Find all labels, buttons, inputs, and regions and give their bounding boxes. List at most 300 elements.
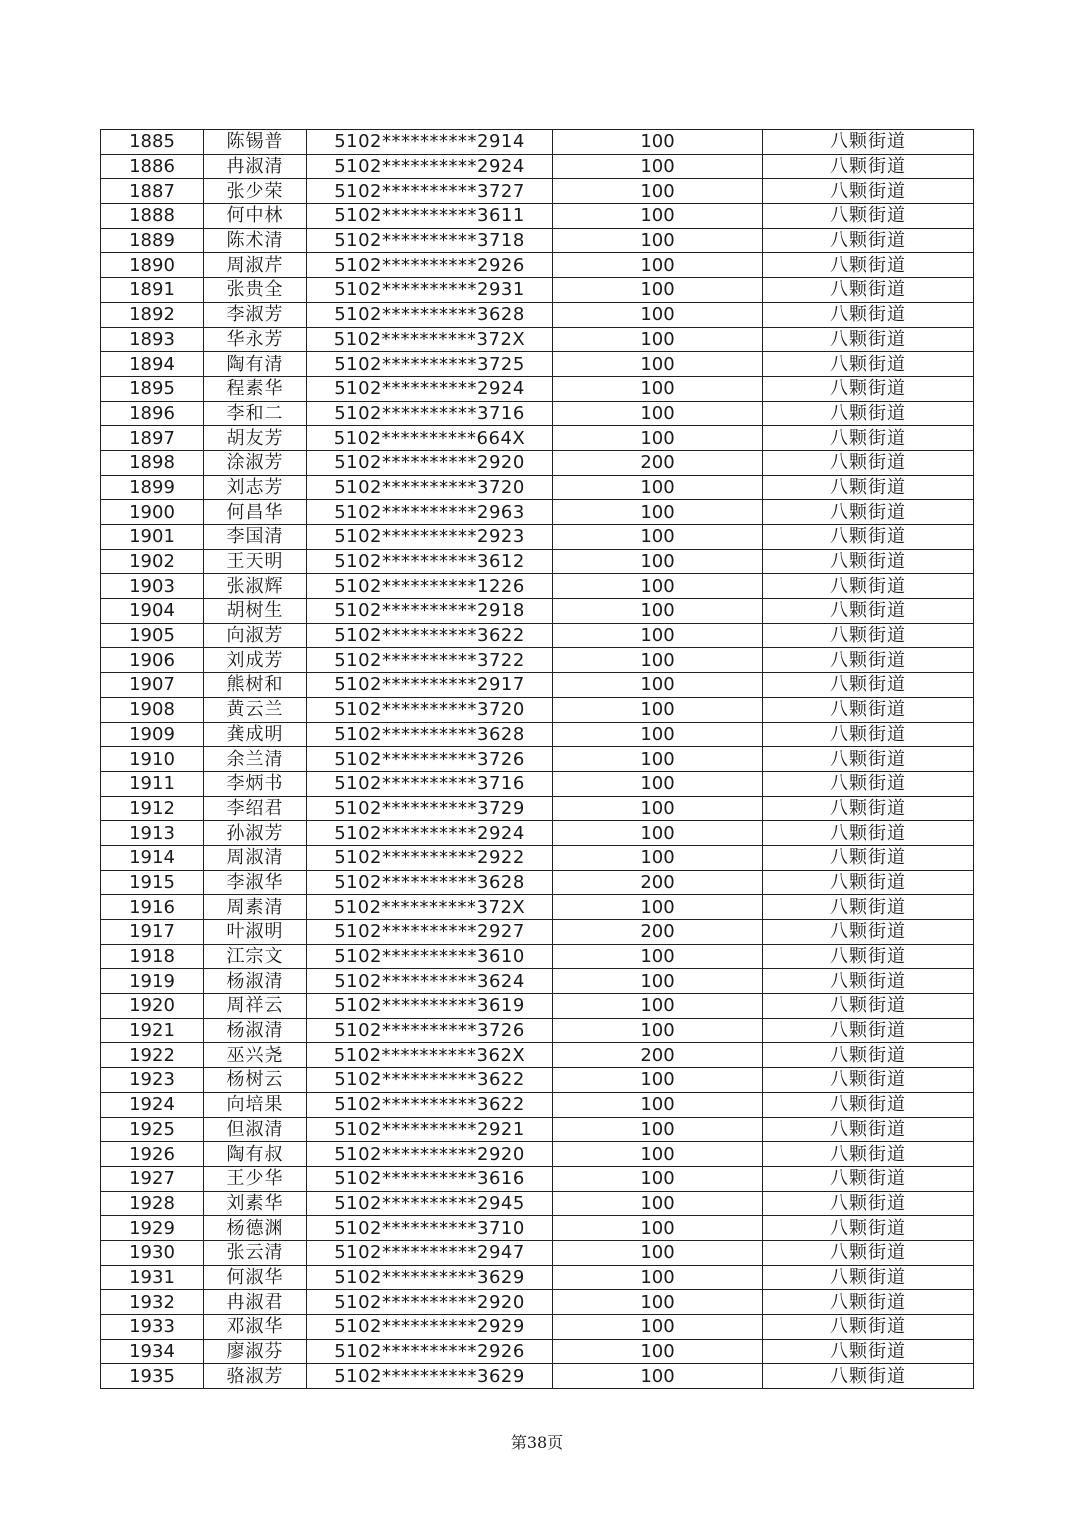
amount-cell: 100 (553, 228, 763, 253)
table-row (101, 525, 974, 550)
street-cell: 八颗街道 (763, 327, 974, 352)
table-row (101, 994, 974, 1019)
name-cell: 巫兴尧 (204, 1043, 307, 1068)
street-cell: 八颗街道 (763, 500, 974, 525)
amount-cell: 100 (553, 944, 763, 969)
amount-cell: 100 (553, 278, 763, 303)
table-row (101, 944, 974, 969)
street-cell: 八颗街道 (763, 920, 974, 945)
amount-cell: 100 (553, 1142, 763, 1167)
street-cell: 八颗街道 (763, 697, 974, 722)
street-cell: 八颗街道 (763, 1068, 974, 1093)
amount-cell: 100 (553, 1018, 763, 1043)
amount-cell: 100 (553, 599, 763, 624)
name-cell: 廖淑芬 (204, 1339, 307, 1364)
table-row (101, 722, 974, 747)
amount-cell: 200 (553, 1043, 763, 1068)
row-number-cell: 1910 (101, 747, 204, 772)
name-cell: 杨德渊 (204, 1216, 307, 1241)
amount-cell: 100 (553, 1240, 763, 1265)
street-cell: 八颗街道 (763, 648, 974, 673)
street-cell: 八颗街道 (763, 1240, 974, 1265)
name-cell: 冉淑清 (204, 154, 307, 179)
name-cell: 何淑华 (204, 1265, 307, 1290)
street-cell: 八颗街道 (763, 450, 974, 475)
amount-cell: 100 (553, 1216, 763, 1241)
name-cell: 骆淑芳 (204, 1364, 307, 1389)
id-number-cell: 5102**********3616 (307, 1166, 553, 1191)
table-row (101, 1018, 974, 1043)
id-number-cell: 5102**********3720 (307, 475, 553, 500)
table-row (101, 796, 974, 821)
name-cell: 王天明 (204, 549, 307, 574)
amount-cell: 100 (553, 204, 763, 229)
id-number-cell: 5102**********2926 (307, 1339, 553, 1364)
street-cell: 八颗街道 (763, 154, 974, 179)
street-cell: 八颗街道 (763, 1216, 974, 1241)
amount-cell: 100 (553, 722, 763, 747)
name-cell: 华永芳 (204, 327, 307, 352)
name-cell: 黄云兰 (204, 697, 307, 722)
name-cell: 向培果 (204, 1092, 307, 1117)
row-number-cell: 1902 (101, 549, 204, 574)
amount-cell: 100 (553, 1265, 763, 1290)
row-number-cell: 1930 (101, 1240, 204, 1265)
id-number-cell: 5102**********2924 (307, 154, 553, 179)
id-number-cell: 5102**********3725 (307, 352, 553, 377)
id-number-cell: 5102**********3720 (307, 697, 553, 722)
table-row (101, 549, 974, 574)
row-number-cell: 1909 (101, 722, 204, 747)
street-cell: 八颗街道 (763, 747, 974, 772)
id-number-cell: 5102**********3628 (307, 722, 553, 747)
table-row (101, 1240, 974, 1265)
table-row (101, 450, 974, 475)
row-number-cell: 1907 (101, 673, 204, 698)
name-cell: 胡树生 (204, 599, 307, 624)
name-cell: 杨树云 (204, 1068, 307, 1093)
amount-cell: 100 (553, 1290, 763, 1315)
id-number-cell: 5102**********1226 (307, 574, 553, 599)
row-number-cell: 1914 (101, 845, 204, 870)
street-cell: 八颗街道 (763, 1339, 974, 1364)
street-cell: 八颗街道 (763, 944, 974, 969)
table-row (101, 278, 974, 303)
id-number-cell: 5102**********3726 (307, 747, 553, 772)
row-number-cell: 1933 (101, 1315, 204, 1340)
street-cell: 八颗街道 (763, 821, 974, 846)
name-cell: 孙淑芳 (204, 821, 307, 846)
amount-cell: 100 (553, 994, 763, 1019)
id-number-cell: 5102**********3612 (307, 549, 553, 574)
id-number-cell: 5102**********3611 (307, 204, 553, 229)
street-cell: 八颗街道 (763, 574, 974, 599)
name-cell: 李淑华 (204, 870, 307, 895)
row-number-cell: 1892 (101, 302, 204, 327)
id-number-cell: 5102**********3718 (307, 228, 553, 253)
table-row (101, 845, 974, 870)
amount-cell: 100 (553, 179, 763, 204)
street-cell: 八颗街道 (763, 1043, 974, 1068)
street-cell: 八颗街道 (763, 1092, 974, 1117)
id-number-cell: 5102**********2929 (307, 1315, 553, 1340)
table-row (101, 1092, 974, 1117)
row-number-cell: 1918 (101, 944, 204, 969)
id-number-cell: 5102**********3622 (307, 1092, 553, 1117)
street-cell: 八颗街道 (763, 426, 974, 451)
table-row (101, 500, 974, 525)
street-cell: 八颗街道 (763, 179, 974, 204)
street-cell: 八颗街道 (763, 1364, 974, 1389)
row-number-cell: 1890 (101, 253, 204, 278)
table-row (101, 623, 974, 648)
row-number-cell: 1898 (101, 450, 204, 475)
table-row (101, 673, 974, 698)
name-cell: 杨淑清 (204, 969, 307, 994)
id-number-cell: 5102**********3722 (307, 648, 553, 673)
amount-cell: 100 (553, 352, 763, 377)
name-cell: 李国清 (204, 525, 307, 550)
name-cell: 刘素华 (204, 1191, 307, 1216)
name-cell: 周淑芹 (204, 253, 307, 278)
amount-cell: 100 (553, 426, 763, 451)
table-row (101, 1315, 974, 1340)
street-cell: 八颗街道 (763, 1166, 974, 1191)
name-cell: 陈锡普 (204, 130, 307, 155)
amount-cell: 100 (553, 771, 763, 796)
name-cell: 向淑芳 (204, 623, 307, 648)
street-cell: 八颗街道 (763, 1018, 974, 1043)
name-cell: 江宗文 (204, 944, 307, 969)
id-number-cell: 5102**********3610 (307, 944, 553, 969)
amount-cell: 100 (553, 845, 763, 870)
street-cell: 八颗街道 (763, 1315, 974, 1340)
street-cell: 八颗街道 (763, 722, 974, 747)
table-row (101, 870, 974, 895)
amount-cell: 100 (553, 302, 763, 327)
name-cell: 叶淑明 (204, 920, 307, 945)
street-cell: 八颗街道 (763, 253, 974, 278)
id-number-cell: 5102**********2947 (307, 1240, 553, 1265)
amount-cell: 100 (553, 549, 763, 574)
street-cell: 八颗街道 (763, 969, 974, 994)
id-number-cell: 5102**********2931 (307, 278, 553, 303)
page-number: 第38页 (510, 1433, 564, 1452)
row-number-cell: 1896 (101, 401, 204, 426)
street-cell: 八颗街道 (763, 895, 974, 920)
amount-cell: 200 (553, 920, 763, 945)
table-row (101, 179, 974, 204)
street-cell: 八颗街道 (763, 475, 974, 500)
name-cell: 胡友芳 (204, 426, 307, 451)
id-number-cell: 5102**********3726 (307, 1018, 553, 1043)
name-cell: 王少华 (204, 1166, 307, 1191)
name-cell: 刘志芳 (204, 475, 307, 500)
row-number-cell: 1931 (101, 1265, 204, 1290)
table-row (101, 1117, 974, 1142)
id-number-cell: 5102**********3629 (307, 1265, 553, 1290)
street-cell: 八颗街道 (763, 1191, 974, 1216)
id-number-cell: 5102**********2920 (307, 1142, 553, 1167)
table-row (101, 895, 974, 920)
amount-cell: 100 (553, 969, 763, 994)
table-row (101, 821, 974, 846)
row-number-cell: 1921 (101, 1018, 204, 1043)
row-number-cell: 1923 (101, 1068, 204, 1093)
amount-cell: 100 (553, 376, 763, 401)
row-number-cell: 1922 (101, 1043, 204, 1068)
id-number-cell: 5102**********2914 (307, 130, 553, 155)
table-row (101, 747, 974, 772)
table-row (101, 401, 974, 426)
table-row (101, 648, 974, 673)
id-number-cell: 5102**********2945 (307, 1191, 553, 1216)
row-number-cell: 1908 (101, 697, 204, 722)
table-row (101, 376, 974, 401)
row-number-cell: 1903 (101, 574, 204, 599)
name-cell: 李炳书 (204, 771, 307, 796)
id-number-cell: 5102**********3619 (307, 994, 553, 1019)
row-number-cell: 1893 (101, 327, 204, 352)
street-cell: 八颗街道 (763, 204, 974, 229)
amount-cell: 100 (553, 154, 763, 179)
amount-cell: 100 (553, 673, 763, 698)
row-number-cell: 1915 (101, 870, 204, 895)
id-number-cell: 5102**********2924 (307, 376, 553, 401)
name-cell: 张云清 (204, 1240, 307, 1265)
amount-cell: 100 (553, 1166, 763, 1191)
row-number-cell: 1906 (101, 648, 204, 673)
street-cell: 八颗街道 (763, 1142, 974, 1167)
row-number-cell: 1929 (101, 1216, 204, 1241)
table-row (101, 1166, 974, 1191)
street-cell: 八颗街道 (763, 278, 974, 303)
table-row (101, 771, 974, 796)
amount-cell: 100 (553, 253, 763, 278)
amount-cell: 100 (553, 796, 763, 821)
row-number-cell: 1899 (101, 475, 204, 500)
row-number-cell: 1920 (101, 994, 204, 1019)
id-number-cell: 5102**********2921 (307, 1117, 553, 1142)
table-row (101, 1043, 974, 1068)
name-cell: 李和二 (204, 401, 307, 426)
amount-cell: 100 (553, 525, 763, 550)
table-row (101, 969, 974, 994)
name-cell: 刘成芳 (204, 648, 307, 673)
id-number-cell: 5102**********2917 (307, 673, 553, 698)
row-number-cell: 1900 (101, 500, 204, 525)
name-cell: 何昌华 (204, 500, 307, 525)
id-number-cell: 5102**********3622 (307, 1068, 553, 1093)
table-row (101, 253, 974, 278)
id-number-cell: 5102**********3729 (307, 796, 553, 821)
amount-cell: 100 (553, 327, 763, 352)
amount-cell: 100 (553, 1315, 763, 1340)
id-number-cell: 5102**********3727 (307, 179, 553, 204)
amount-cell: 200 (553, 450, 763, 475)
table-row (101, 1068, 974, 1093)
id-number-cell: 5102**********3628 (307, 302, 553, 327)
street-cell: 八颗街道 (763, 994, 974, 1019)
table-row (101, 1265, 974, 1290)
table-row (101, 574, 974, 599)
name-cell: 余兰清 (204, 747, 307, 772)
name-cell: 熊树和 (204, 673, 307, 698)
table-row (101, 302, 974, 327)
amount-cell: 100 (553, 1092, 763, 1117)
amount-cell: 100 (553, 895, 763, 920)
table-row (101, 426, 974, 451)
row-number-cell: 1888 (101, 204, 204, 229)
street-cell: 八颗街道 (763, 771, 974, 796)
id-number-cell: 5102**********372X (307, 895, 553, 920)
name-cell: 李淑芳 (204, 302, 307, 327)
name-cell: 陶有叔 (204, 1142, 307, 1167)
amount-cell: 100 (553, 401, 763, 426)
name-cell: 冉淑君 (204, 1290, 307, 1315)
name-cell: 周素清 (204, 895, 307, 920)
street-cell: 八颗街道 (763, 599, 974, 624)
street-cell: 八颗街道 (763, 302, 974, 327)
name-cell: 何中林 (204, 204, 307, 229)
name-cell: 陈术清 (204, 228, 307, 253)
row-number-cell: 1889 (101, 228, 204, 253)
street-cell: 八颗街道 (763, 549, 974, 574)
roster-table (100, 129, 974, 1389)
id-number-cell: 5102**********372X (307, 327, 553, 352)
row-number-cell: 1926 (101, 1142, 204, 1167)
row-number-cell: 1924 (101, 1092, 204, 1117)
name-cell: 但淑清 (204, 1117, 307, 1142)
street-cell: 八颗街道 (763, 796, 974, 821)
amount-cell: 100 (553, 1068, 763, 1093)
name-cell: 周祥云 (204, 994, 307, 1019)
row-number-cell: 1912 (101, 796, 204, 821)
amount-cell: 100 (553, 697, 763, 722)
street-cell: 八颗街道 (763, 870, 974, 895)
row-number-cell: 1934 (101, 1339, 204, 1364)
street-cell: 八颗街道 (763, 352, 974, 377)
table-row (101, 1364, 974, 1389)
street-cell: 八颗街道 (763, 845, 974, 870)
street-cell: 八颗街道 (763, 401, 974, 426)
id-number-cell: 5102**********3716 (307, 401, 553, 426)
row-number-cell: 1917 (101, 920, 204, 945)
table-row (101, 1142, 974, 1167)
amount-cell: 100 (553, 500, 763, 525)
id-number-cell: 5102**********3716 (307, 771, 553, 796)
id-number-cell: 5102**********3628 (307, 870, 553, 895)
id-number-cell: 5102**********362X (307, 1043, 553, 1068)
street-cell: 八颗街道 (763, 376, 974, 401)
roster-table-body (101, 130, 974, 1389)
name-cell: 邓淑华 (204, 1315, 307, 1340)
street-cell: 八颗街道 (763, 673, 974, 698)
id-number-cell: 5102**********2920 (307, 450, 553, 475)
id-number-cell: 5102**********2918 (307, 599, 553, 624)
id-number-cell: 5102**********2920 (307, 1290, 553, 1315)
table-row (101, 130, 974, 155)
table-row (101, 599, 974, 624)
amount-cell: 100 (553, 1117, 763, 1142)
table-row (101, 1290, 974, 1315)
amount-cell: 100 (553, 1364, 763, 1389)
amount-cell: 100 (553, 648, 763, 673)
table-row (101, 154, 974, 179)
street-cell: 八颗街道 (763, 623, 974, 648)
name-cell: 涂淑芳 (204, 450, 307, 475)
amount-cell: 200 (553, 870, 763, 895)
row-number-cell: 1932 (101, 1290, 204, 1315)
id-number-cell: 5102**********2963 (307, 500, 553, 525)
amount-cell: 100 (553, 574, 763, 599)
street-cell: 八颗街道 (763, 1265, 974, 1290)
name-cell: 李绍君 (204, 796, 307, 821)
table-row (101, 1191, 974, 1216)
street-cell: 八颗街道 (763, 1290, 974, 1315)
id-number-cell: 5102**********2922 (307, 845, 553, 870)
id-number-cell: 5102**********2926 (307, 253, 553, 278)
name-cell: 张淑辉 (204, 574, 307, 599)
name-cell: 张少荣 (204, 179, 307, 204)
name-cell: 龚成明 (204, 722, 307, 747)
id-number-cell: 5102**********2923 (307, 525, 553, 550)
name-cell: 杨淑清 (204, 1018, 307, 1043)
amount-cell: 100 (553, 1339, 763, 1364)
table-row (101, 475, 974, 500)
row-number-cell: 1913 (101, 821, 204, 846)
row-number-cell: 1925 (101, 1117, 204, 1142)
id-number-cell: 5102**********3710 (307, 1216, 553, 1241)
table-row (101, 228, 974, 253)
id-number-cell: 5102**********664X (307, 426, 553, 451)
row-number-cell: 1927 (101, 1166, 204, 1191)
table-row (101, 1339, 974, 1364)
table-row (101, 1216, 974, 1241)
row-number-cell: 1905 (101, 623, 204, 648)
row-number-cell: 1935 (101, 1364, 204, 1389)
amount-cell: 100 (553, 130, 763, 155)
row-number-cell: 1895 (101, 376, 204, 401)
street-cell: 八颗街道 (763, 130, 974, 155)
row-number-cell: 1904 (101, 599, 204, 624)
id-number-cell: 5102**********3629 (307, 1364, 553, 1389)
table-row (101, 352, 974, 377)
id-number-cell: 5102**********3624 (307, 969, 553, 994)
amount-cell: 100 (553, 475, 763, 500)
row-number-cell: 1885 (101, 130, 204, 155)
row-number-cell: 1897 (101, 426, 204, 451)
row-number-cell: 1894 (101, 352, 204, 377)
row-number-cell: 1886 (101, 154, 204, 179)
row-number-cell: 1919 (101, 969, 204, 994)
row-number-cell: 1916 (101, 895, 204, 920)
amount-cell: 100 (553, 623, 763, 648)
table-row (101, 697, 974, 722)
name-cell: 张贵全 (204, 278, 307, 303)
row-number-cell: 1911 (101, 771, 204, 796)
name-cell: 周淑清 (204, 845, 307, 870)
amount-cell: 100 (553, 1191, 763, 1216)
name-cell: 程素华 (204, 376, 307, 401)
row-number-cell: 1901 (101, 525, 204, 550)
row-number-cell: 1928 (101, 1191, 204, 1216)
table-row (101, 920, 974, 945)
amount-cell: 100 (553, 821, 763, 846)
id-number-cell: 5102**********2924 (307, 821, 553, 846)
name-cell: 陶有清 (204, 352, 307, 377)
street-cell: 八颗街道 (763, 1117, 974, 1142)
